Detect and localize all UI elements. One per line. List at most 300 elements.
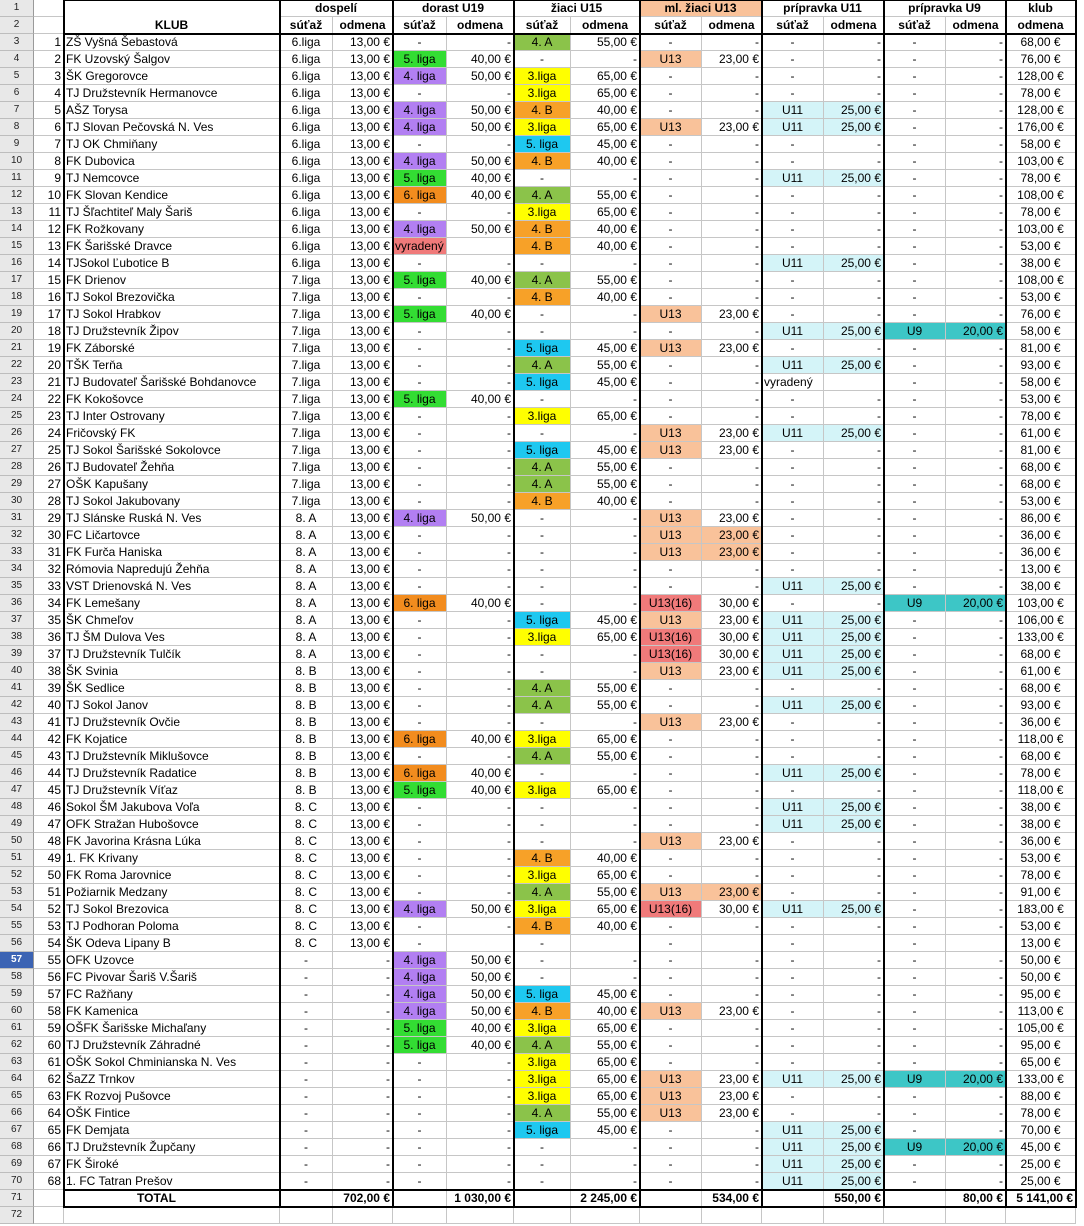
data-cell[interactable]: -	[447, 442, 514, 459]
data-cell[interactable]: 25,00 €	[824, 357, 884, 374]
club-name[interactable]: FK Dubovica	[64, 153, 280, 170]
data-cell[interactable]: -	[333, 1105, 393, 1122]
data-cell[interactable]: 68,00 €	[1006, 680, 1076, 697]
data-cell[interactable]: 23,00 €	[702, 306, 762, 323]
data-cell[interactable]: -	[884, 935, 946, 952]
data-cell[interactable]: -	[946, 68, 1006, 85]
data-cell[interactable]: -	[702, 697, 762, 714]
data-cell[interactable]: 13,00 €	[333, 595, 393, 612]
data-cell[interactable]: -	[640, 459, 702, 476]
club-name[interactable]: TJ Družstevník Víťaz	[64, 782, 280, 799]
data-cell[interactable]: -	[884, 510, 946, 527]
data-cell[interactable]: -	[946, 833, 1006, 850]
data-cell[interactable]: -	[884, 255, 946, 272]
row-index[interactable]: 54	[34, 935, 64, 952]
data-cell[interactable]: 25,00 €	[1006, 1173, 1076, 1190]
club-name[interactable]: 1. FK Krivany	[64, 850, 280, 867]
data-cell[interactable]: 78,00 €	[1006, 204, 1076, 221]
row-index[interactable]: 20	[34, 357, 64, 374]
row-header[interactable]: 37	[0, 612, 34, 629]
data-cell[interactable]: -	[884, 680, 946, 697]
data-cell[interactable]: -	[884, 918, 946, 935]
data-cell[interactable]: -	[946, 340, 1006, 357]
data-cell[interactable]: -	[640, 323, 702, 340]
data-cell[interactable]: 4. B	[514, 238, 571, 255]
data-cell[interactable]: -	[447, 527, 514, 544]
data-cell[interactable]: 8. A	[280, 629, 333, 646]
data-cell[interactable]: 7.liga	[280, 476, 333, 493]
data-cell[interactable]: U13	[640, 612, 702, 629]
data-cell[interactable]: -	[571, 510, 640, 527]
data-cell[interactable]: 108,00 €	[1006, 272, 1076, 289]
data-cell[interactable]: -	[824, 680, 884, 697]
data-cell[interactable]: -	[393, 1054, 447, 1071]
data-cell[interactable]: -	[702, 221, 762, 238]
data-cell[interactable]: -	[946, 255, 1006, 272]
data-cell[interactable]: -	[762, 153, 824, 170]
data-cell[interactable]: -	[514, 969, 571, 986]
data-cell[interactable]: -	[640, 255, 702, 272]
data-cell[interactable]: -	[447, 493, 514, 510]
data-cell[interactable]: -	[571, 323, 640, 340]
klub-header[interactable]: KLUB	[64, 0, 280, 34]
data-cell[interactable]: -	[762, 527, 824, 544]
data-cell[interactable]: -	[824, 136, 884, 153]
row-header[interactable]: 5	[0, 68, 34, 85]
data-cell[interactable]: -	[946, 1020, 1006, 1037]
data-cell[interactable]: 36,00 €	[1006, 833, 1076, 850]
data-cell[interactable]: 4. B	[514, 918, 571, 935]
data-cell[interactable]: -	[447, 323, 514, 340]
data-cell[interactable]: -	[762, 306, 824, 323]
club-name[interactable]: FK Furča Haniska	[64, 544, 280, 561]
data-cell[interactable]: -	[640, 238, 702, 255]
data-cell[interactable]: 6.liga	[280, 187, 333, 204]
data-cell[interactable]: 6.liga	[280, 153, 333, 170]
data-cell[interactable]: 30,00 €	[702, 646, 762, 663]
data-cell[interactable]: 13,00 €	[333, 204, 393, 221]
data-cell[interactable]: 25,00 €	[824, 323, 884, 340]
data-cell[interactable]: 13,00 €	[333, 731, 393, 748]
data-cell[interactable]: -	[702, 289, 762, 306]
data-cell[interactable]: -	[393, 1122, 447, 1139]
data-cell[interactable]: -	[447, 1122, 514, 1139]
club-name[interactable]: FK Uzovský Šalgov	[64, 51, 280, 68]
data-cell[interactable]: 50,00 €	[447, 1003, 514, 1020]
data-cell[interactable]: -	[640, 493, 702, 510]
row-index[interactable]: 39	[34, 680, 64, 697]
data-cell[interactable]: U11	[762, 816, 824, 833]
data-cell[interactable]: 40,00 €	[571, 918, 640, 935]
row-header[interactable]: 56	[0, 935, 34, 952]
data-cell[interactable]: -	[393, 850, 447, 867]
data-cell[interactable]: -	[824, 1003, 884, 1020]
data-cell[interactable]: 13,00 €	[333, 867, 393, 884]
data-cell[interactable]: -	[884, 1037, 946, 1054]
data-cell[interactable]: 13,00 €	[333, 85, 393, 102]
data-cell[interactable]: -	[702, 1020, 762, 1037]
data-cell[interactable]: -	[640, 1139, 702, 1156]
row-header[interactable]: 53	[0, 884, 34, 901]
data-cell[interactable]: -	[640, 782, 702, 799]
data-cell[interactable]: 58,00 €	[1006, 136, 1076, 153]
data-cell[interactable]: -	[946, 816, 1006, 833]
data-cell[interactable]: -	[884, 306, 946, 323]
data-cell[interactable]: -	[393, 884, 447, 901]
data-cell[interactable]: 23,00 €	[702, 119, 762, 136]
data-cell[interactable]: 50,00 €	[447, 901, 514, 918]
row-header[interactable]: 63	[0, 1054, 34, 1071]
row-header[interactable]: 47	[0, 782, 34, 799]
row-index[interactable]: 62	[34, 1071, 64, 1088]
data-cell[interactable]: -	[640, 170, 702, 187]
data-cell[interactable]: U11	[762, 901, 824, 918]
club-name[interactable]: FK Kokošovce	[64, 391, 280, 408]
blank-cell[interactable]	[1006, 1207, 1076, 1224]
data-cell[interactable]: 4. A	[514, 1037, 571, 1054]
data-cell[interactable]: U13	[640, 527, 702, 544]
data-cell[interactable]: 55,00 €	[571, 357, 640, 374]
data-cell[interactable]: -	[393, 935, 447, 952]
data-cell[interactable]: -	[702, 765, 762, 782]
data-cell[interactable]: -	[447, 1105, 514, 1122]
data-cell[interactable]: U13	[640, 714, 702, 731]
data-cell[interactable]: -	[571, 255, 640, 272]
data-cell[interactable]: -	[824, 272, 884, 289]
data-cell[interactable]: 4. A	[514, 187, 571, 204]
data-cell[interactable]: 40,00 €	[447, 391, 514, 408]
data-cell[interactable]: 13,00 €	[333, 272, 393, 289]
data-cell[interactable]: -	[702, 867, 762, 884]
data-cell[interactable]: -	[946, 867, 1006, 884]
data-cell[interactable]: 5. liga	[393, 1037, 447, 1054]
row-index[interactable]: 50	[34, 867, 64, 884]
row-index[interactable]: 2	[34, 51, 64, 68]
club-name[interactable]: FK Lemešany	[64, 595, 280, 612]
data-cell[interactable]: -	[447, 612, 514, 629]
data-cell[interactable]: -	[946, 1173, 1006, 1190]
data-cell[interactable]: -	[571, 1156, 640, 1173]
data-cell[interactable]: -	[884, 204, 946, 221]
data-cell[interactable]: 8. C	[280, 918, 333, 935]
sub-header[interactable]: súťaž	[884, 17, 946, 34]
data-cell[interactable]: U9	[884, 595, 946, 612]
data-cell[interactable]: -	[640, 748, 702, 765]
group-header[interactable]: žiaci U15	[514, 0, 640, 17]
data-cell[interactable]: 6.liga	[280, 170, 333, 187]
data-cell[interactable]: 13,00 €	[333, 884, 393, 901]
data-cell[interactable]: -	[884, 799, 946, 816]
data-cell[interactable]: -	[640, 799, 702, 816]
row-header[interactable]: 33	[0, 544, 34, 561]
data-cell[interactable]: -	[640, 391, 702, 408]
data-cell[interactable]: -	[824, 391, 884, 408]
data-cell[interactable]: -	[884, 476, 946, 493]
data-cell[interactable]: -	[762, 187, 824, 204]
row-header[interactable]: 48	[0, 799, 34, 816]
data-cell[interactable]: -	[702, 1037, 762, 1054]
data-cell[interactable]: 13,00 €	[333, 629, 393, 646]
data-cell[interactable]: 8. C	[280, 850, 333, 867]
data-cell[interactable]: 13,00 €	[333, 425, 393, 442]
data-cell[interactable]: 45,00 €	[571, 612, 640, 629]
data-cell[interactable]: -	[884, 782, 946, 799]
data-cell[interactable]: -	[514, 663, 571, 680]
data-cell[interactable]: -	[514, 544, 571, 561]
data-cell[interactable]: 23,00 €	[702, 1088, 762, 1105]
row-index[interactable]: 12	[34, 221, 64, 238]
data-cell[interactable]: -	[514, 425, 571, 442]
club-name[interactable]: FK Javorina Krásna Lúka	[64, 833, 280, 850]
data-cell[interactable]: -	[393, 476, 447, 493]
data-cell[interactable]: 8. B	[280, 748, 333, 765]
data-cell[interactable]: -	[884, 663, 946, 680]
data-cell[interactable]: -	[640, 850, 702, 867]
data-cell[interactable]: -	[333, 1037, 393, 1054]
row-index[interactable]: 23	[34, 408, 64, 425]
data-cell[interactable]: 13,00 €	[333, 799, 393, 816]
data-cell[interactable]: 38,00 €	[1006, 816, 1076, 833]
row-index[interactable]: 1	[34, 34, 64, 51]
club-name[interactable]: TJ Budovateľ Žehňa	[64, 459, 280, 476]
data-cell[interactable]: -	[393, 629, 447, 646]
data-cell[interactable]: -	[762, 680, 824, 697]
row-header[interactable]: 29	[0, 476, 34, 493]
data-cell[interactable]: -	[762, 1037, 824, 1054]
club-name[interactable]: Rómovia Napredujú Žehňa	[64, 561, 280, 578]
row-index[interactable]: 34	[34, 595, 64, 612]
data-cell[interactable]: -	[946, 306, 1006, 323]
row-header[interactable]: 59	[0, 986, 34, 1003]
data-cell[interactable]: 6.liga	[280, 85, 333, 102]
data-cell[interactable]: -	[946, 408, 1006, 425]
data-cell[interactable]: -	[884, 102, 946, 119]
row-header[interactable]: 20	[0, 323, 34, 340]
data-cell[interactable]: 13,00 €	[333, 578, 393, 595]
data-cell[interactable]: -	[640, 918, 702, 935]
club-name[interactable]: Fričovský FK	[64, 425, 280, 442]
row-header[interactable]: 11	[0, 170, 34, 187]
row-header[interactable]: 45	[0, 748, 34, 765]
row-header[interactable]: 42	[0, 697, 34, 714]
club-name[interactable]: FK Rožkovany	[64, 221, 280, 238]
data-cell[interactable]: 176,00 €	[1006, 119, 1076, 136]
data-cell[interactable]: 13,00 €	[333, 714, 393, 731]
data-cell[interactable]: 6.liga	[280, 34, 333, 51]
data-cell[interactable]: 3.liga	[514, 85, 571, 102]
data-cell[interactable]: -	[447, 1156, 514, 1173]
data-cell[interactable]: -	[702, 170, 762, 187]
data-cell[interactable]: U11	[762, 578, 824, 595]
data-cell[interactable]: -	[447, 340, 514, 357]
data-cell[interactable]: -	[884, 34, 946, 51]
data-cell[interactable]: -	[514, 561, 571, 578]
data-cell[interactable]: -	[333, 1054, 393, 1071]
data-cell[interactable]: -	[571, 544, 640, 561]
data-cell[interactable]: 50,00 €	[447, 986, 514, 1003]
club-name[interactable]: FK Široké	[64, 1156, 280, 1173]
data-cell[interactable]: -	[824, 289, 884, 306]
data-cell[interactable]: -	[884, 289, 946, 306]
data-cell[interactable]: -	[824, 731, 884, 748]
blank-cell[interactable]	[393, 1207, 447, 1224]
data-cell[interactable]: 91,00 €	[1006, 884, 1076, 901]
data-cell[interactable]: -	[447, 867, 514, 884]
data-cell[interactable]: 95,00 €	[1006, 1037, 1076, 1054]
data-cell[interactable]: 55,00 €	[571, 34, 640, 51]
data-cell[interactable]: 3.liga	[514, 782, 571, 799]
data-cell[interactable]: -	[702, 68, 762, 85]
data-cell[interactable]: 6.liga	[280, 255, 333, 272]
club-name[interactable]: TJ ŠM Dulova Ves	[64, 629, 280, 646]
data-cell[interactable]: -	[824, 221, 884, 238]
row-index[interactable]: 52	[34, 901, 64, 918]
data-cell[interactable]: 4. liga	[393, 986, 447, 1003]
row-header[interactable]: 9	[0, 136, 34, 153]
row-header[interactable]: 35	[0, 578, 34, 595]
data-cell[interactable]: 93,00 €	[1006, 697, 1076, 714]
sub-header[interactable]: odmena	[946, 17, 1006, 34]
data-cell[interactable]: U13(16)	[640, 629, 702, 646]
data-cell[interactable]: -	[280, 1037, 333, 1054]
data-cell[interactable]: 65,00 €	[571, 1071, 640, 1088]
data-cell[interactable]: -	[571, 425, 640, 442]
data-cell[interactable]: -	[946, 221, 1006, 238]
data-cell[interactable]: 7.liga	[280, 272, 333, 289]
data-cell[interactable]: 53,00 €	[1006, 493, 1076, 510]
data-cell[interactable]: -	[447, 799, 514, 816]
row-index[interactable]: 9	[34, 170, 64, 187]
row-index[interactable]: 28	[34, 493, 64, 510]
data-cell[interactable]: 13,00 €	[333, 357, 393, 374]
row-index[interactable]: 35	[34, 612, 64, 629]
data-cell[interactable]: -	[640, 187, 702, 204]
data-cell[interactable]: -	[640, 1173, 702, 1190]
data-cell[interactable]: 4. A	[514, 680, 571, 697]
data-cell[interactable]: 40,00 €	[571, 221, 640, 238]
data-cell[interactable]: 3.liga	[514, 629, 571, 646]
data-cell[interactable]: 45,00 €	[571, 340, 640, 357]
data-cell[interactable]: -	[280, 1003, 333, 1020]
data-cell[interactable]: -	[946, 799, 1006, 816]
data-cell[interactable]: -	[884, 391, 946, 408]
data-cell[interactable]: 13,00 €	[333, 646, 393, 663]
data-cell[interactable]: 5. liga	[393, 782, 447, 799]
club-name[interactable]: TJ Sokol Jakubovany	[64, 493, 280, 510]
data-cell[interactable]: -	[762, 561, 824, 578]
data-cell[interactable]: -	[640, 1122, 702, 1139]
data-cell[interactable]: 50,00 €	[1006, 952, 1076, 969]
data-cell[interactable]: -	[884, 867, 946, 884]
data-cell[interactable]: -	[280, 1156, 333, 1173]
data-cell[interactable]: U11	[762, 1173, 824, 1190]
data-cell[interactable]: -	[571, 561, 640, 578]
club-name[interactable]: Požiarnik Medzany	[64, 884, 280, 901]
data-cell[interactable]: -	[393, 408, 447, 425]
club-name[interactable]: TJ Sokol Hrabkov	[64, 306, 280, 323]
data-cell[interactable]: 25,00 €	[824, 765, 884, 782]
data-cell[interactable]: 40,00 €	[571, 493, 640, 510]
data-cell[interactable]: -	[946, 51, 1006, 68]
data-cell[interactable]: -	[884, 1003, 946, 1020]
data-cell[interactable]: 65,00 €	[571, 85, 640, 102]
data-cell[interactable]: 103,00 €	[1006, 153, 1076, 170]
data-cell[interactable]: 61,00 €	[1006, 425, 1076, 442]
blank-cell[interactable]	[824, 1207, 884, 1224]
data-cell[interactable]: -	[884, 187, 946, 204]
data-cell[interactable]: -	[640, 476, 702, 493]
data-cell[interactable]: -	[884, 629, 946, 646]
data-cell[interactable]: -	[640, 1037, 702, 1054]
data-cell[interactable]: -	[447, 255, 514, 272]
data-cell[interactable]: 40,00 €	[571, 850, 640, 867]
data-cell[interactable]: -	[946, 85, 1006, 102]
row-header[interactable]: 64	[0, 1071, 34, 1088]
data-cell[interactable]: 7.liga	[280, 391, 333, 408]
data-cell[interactable]: 13,00 €	[333, 476, 393, 493]
data-cell[interactable]: -	[702, 1173, 762, 1190]
data-cell[interactable]: 65,00 €	[571, 629, 640, 646]
data-cell[interactable]: U11	[762, 1156, 824, 1173]
data-cell[interactable]: -	[946, 663, 1006, 680]
data-cell[interactable]: -	[884, 238, 946, 255]
data-cell[interactable]: -	[514, 765, 571, 782]
club-name[interactable]: OŠK Kapušany	[64, 476, 280, 493]
data-cell[interactable]: -	[946, 425, 1006, 442]
data-cell[interactable]: -	[447, 476, 514, 493]
data-cell[interactable]: 13,00 €	[333, 238, 393, 255]
data-cell[interactable]: -	[762, 1003, 824, 1020]
blank-cell[interactable]	[34, 17, 64, 34]
data-cell[interactable]	[571, 935, 640, 952]
data-cell[interactable]: -	[946, 782, 1006, 799]
data-cell[interactable]: -	[333, 1139, 393, 1156]
data-cell[interactable]: -	[393, 1071, 447, 1088]
club-name[interactable]: FK Rozvoj Pušovce	[64, 1088, 280, 1105]
data-cell[interactable]: 5. liga	[514, 136, 571, 153]
data-cell[interactable]: -	[280, 1122, 333, 1139]
data-cell[interactable]: 8. C	[280, 816, 333, 833]
row-index[interactable]: 45	[34, 782, 64, 799]
row-index[interactable]: 46	[34, 799, 64, 816]
row-index[interactable]: 60	[34, 1037, 64, 1054]
data-cell[interactable]: 25,00 €	[824, 612, 884, 629]
data-cell[interactable]: -	[884, 425, 946, 442]
data-cell[interactable]: -	[824, 340, 884, 357]
sub-header[interactable]: odmena	[571, 17, 640, 34]
data-cell[interactable]: -	[946, 102, 1006, 119]
club-name[interactable]: Sokol ŠM Jakubova Voľa	[64, 799, 280, 816]
data-cell[interactable]: -	[640, 935, 702, 952]
row-index[interactable]: 21	[34, 374, 64, 391]
data-cell[interactable]: 4. liga	[393, 153, 447, 170]
data-cell[interactable]: -	[946, 357, 1006, 374]
data-cell[interactable]: U13(16)	[640, 646, 702, 663]
data-cell[interactable]: 8. B	[280, 731, 333, 748]
data-cell[interactable]: 6.liga	[280, 221, 333, 238]
data-cell[interactable]: 25,00 €	[824, 425, 884, 442]
data-cell[interactable]: 4. A	[514, 357, 571, 374]
data-cell[interactable]: 55,00 €	[571, 697, 640, 714]
club-name[interactable]: 1. FC Tatran Prešov	[64, 1173, 280, 1190]
data-cell[interactable]: 8. C	[280, 901, 333, 918]
data-cell[interactable]: U11	[762, 1122, 824, 1139]
data-cell[interactable]: -	[884, 374, 946, 391]
data-cell[interactable]: 13,00 €	[333, 765, 393, 782]
data-cell[interactable]: -	[702, 1156, 762, 1173]
data-cell[interactable]: 13,00 €	[333, 408, 393, 425]
data-cell[interactable]: -	[946, 510, 1006, 527]
